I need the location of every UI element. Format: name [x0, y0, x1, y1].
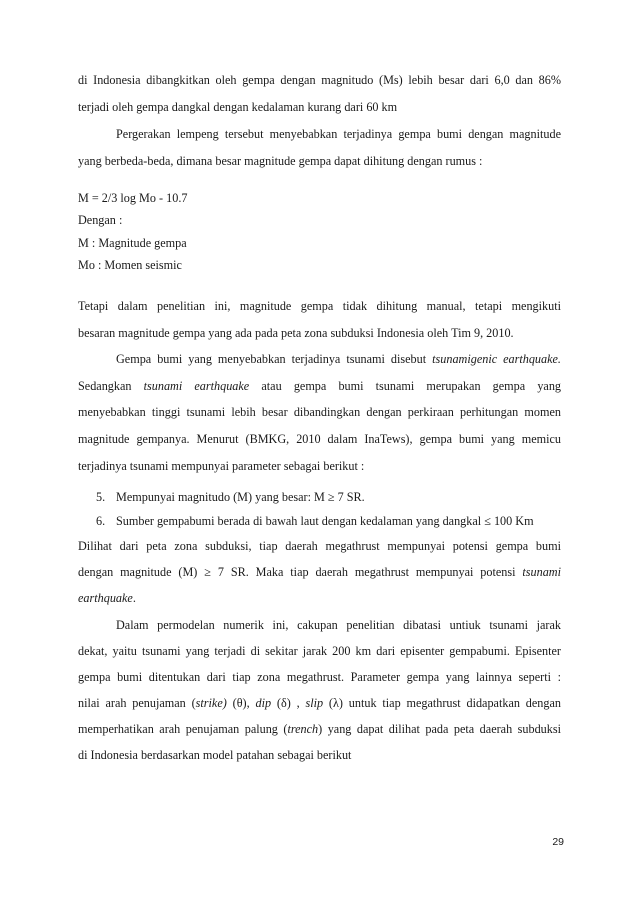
- text-line: besaran magnitude gempa yang ada pada peta zona subduksi Indonesia oleh Tim 9, 2010.: [78, 326, 514, 340]
- text-run: atau gempa bumi tsunami merupakan gempa yang: [261, 379, 562, 393]
- list-text: Sumber gempabumi berada di bawah laut dengan kedalaman yang dangkal ≤ 100 Km: [116, 514, 534, 528]
- text-line: terjadi oleh gempa dangkal dengan kedalaman kurang dari 60 km: [78, 100, 398, 114]
- text-line: [78, 378, 561, 394]
- italic-term: strike): [195, 696, 227, 710]
- italic-term: earthquake: [78, 591, 133, 605]
- list-number: 6.: [96, 514, 106, 528]
- text-run: (θ),: [226, 696, 256, 710]
- page-number: 29: [552, 836, 564, 848]
- list-item: [96, 489, 561, 505]
- list-number: 5.: [96, 490, 106, 504]
- italic-term: trench: [287, 722, 319, 736]
- text-line: magnitude gempanya. Menurut (BMKG, 2010 dalam InaTews), gempa bumi yang memicu: [78, 432, 561, 446]
- text-run: nilai arah penujaman (: [78, 696, 196, 710]
- text-line: di Indonesia dibangkitkan oleh gempa dengan magnitudo (Ms) lebih besar dari 6,0 dan 86%: [78, 73, 561, 87]
- italic-term: dip: [255, 696, 272, 710]
- text-line: Pergerakan lempeng tersebut menyebabkan terjadinya gempa bumi dengan magnitude: [116, 127, 561, 141]
- text-line: [116, 351, 561, 367]
- text-run: (λ) untuk tiap megathrust didapatkan dengan: [323, 696, 561, 710]
- text-line: di Indonesia berdasarkan model patahan sebagai berikut: [78, 748, 352, 762]
- text-run: dengan magnitude (M) ≥ 7 SR. Maka tiap daerah megathrust mempunyai potensi: [78, 565, 523, 579]
- list-text: Mempunyai magnitudo (M) yang besar: M ≥ 7 SR.: [116, 490, 365, 504]
- text-run: (δ) ,: [271, 696, 306, 710]
- text-line: [78, 695, 561, 711]
- italic-term: slip: [305, 696, 324, 710]
- italic-term: tsunami earthquake: [143, 379, 250, 393]
- text-line: [78, 564, 561, 580]
- text-line: Tetapi dalam penelitian ini, magnitude gempa tidak dihitung manual, tetapi mengikuti: [78, 299, 561, 313]
- text-run: ) yang dapat dilihat pada peta daerah subduksi: [318, 722, 561, 736]
- text-line: Dalam permodelan numerik ini, cakupan penelitian dibatasi untiuk tsunami jarak: [116, 618, 561, 632]
- text-line: [78, 590, 561, 606]
- text-line: [78, 721, 561, 737]
- italic-term: tsunamigenic earthquake.: [432, 352, 561, 366]
- text-line: Dilihat dari peta zona subduksi, tiap daerah megathrust mempunyai potensi gempa bumi: [78, 539, 561, 553]
- text-run: Gempa bumi yang menyebabkan terjadinya tsunami disebut: [116, 352, 433, 366]
- text-line: yang berbeda-beda, dimana besar magnitude gempa dapat dihitung dengan rumus :: [78, 154, 483, 168]
- text-line: terjadinya tsunami mempunyai parameter sebagai berikut :: [78, 459, 365, 473]
- italic-term: tsunami: [522, 565, 561, 579]
- text-line: M : Magnitude gempa: [78, 236, 187, 250]
- list-item: [96, 513, 561, 529]
- text-run: .: [132, 591, 136, 605]
- text-run: memperhatikan arah penujaman palung (: [78, 722, 288, 736]
- text-line: menyebabkan tinggi tsunami lebih besar dibandingkan dengan perkiraan perhitungan momen: [78, 405, 561, 419]
- text-run: Sedangkan: [78, 379, 132, 393]
- text-line: dekat, yaitu tsunami yang terjadi di sekitar jarak 200 km dari episenter gempabumi. Episenter: [78, 644, 561, 658]
- text-line: gempa bumi ditentukan dari tiap zona megathrust. Parameter gempa yang lainnya seperti :: [78, 670, 561, 684]
- text-line: Dengan :: [78, 213, 123, 227]
- formula: M = 2/3 log Mo - 10.7: [78, 191, 188, 205]
- text-line: Mo : Momen seismic: [78, 258, 182, 272]
